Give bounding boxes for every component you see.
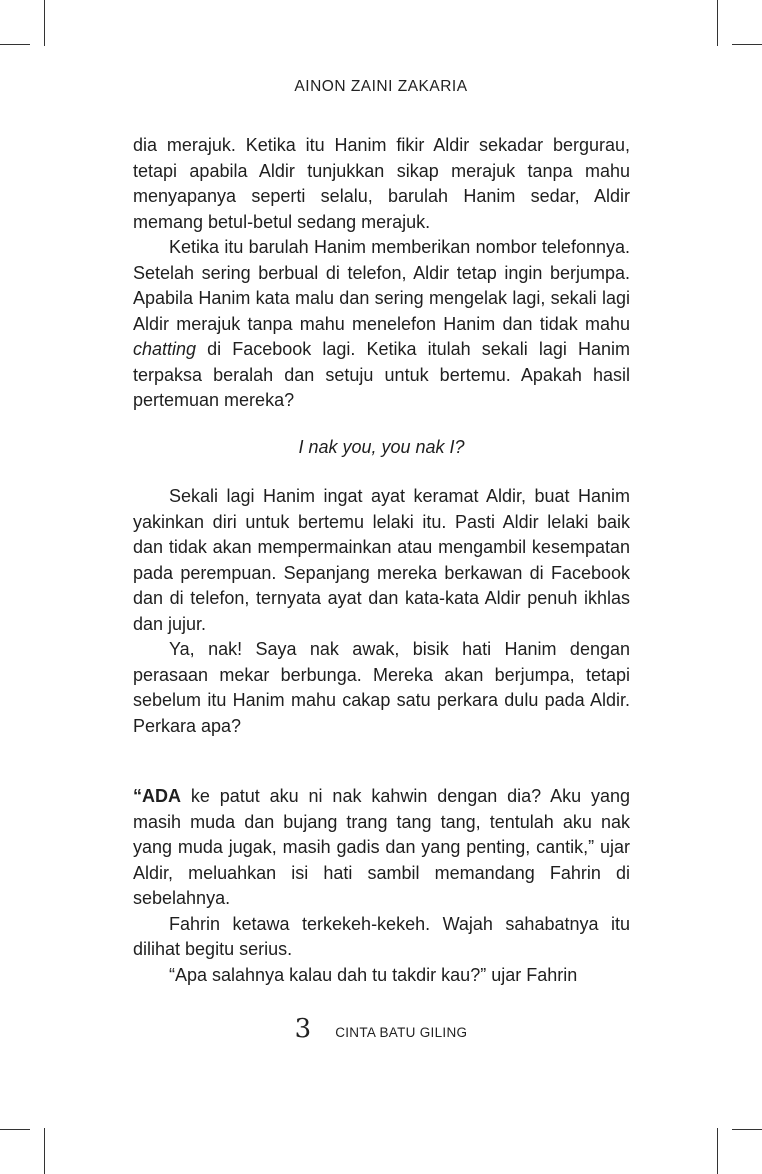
paragraph: [133, 784, 630, 912]
paragraph: “Apa salahnya kalau dah tu takdir kau?” ujar Fahrin: [169, 964, 578, 985]
paragraph: Sekali lagi Hanim ingat ayat keramat Aldir, buat Hanim yakinkan diri untuk bertemu lelaki itu. Pasti Aldir lelaki baik dan tidak akan mempermainkan atau mengambil kesempatan pada perempuan. Sepanjang mereka berkawan di Facebook dan di telefon, ternyata ayat dan kata-kata Aldir penuh ikhlas dan jujur.: [133, 486, 630, 634]
paragraph: Fahrin ketawa terkekeh-kekeh. Wajah sahabatnya itu dilihat begitu serius.: [133, 913, 630, 959]
page-number: 3: [294, 1014, 312, 1044]
crop-mark: [732, 44, 762, 45]
text-run: Ketika itu barulah Hanim memberikan nombor telefonnya. Setelah sering berbual di telefon, Aldir tetap ingin berjumpa. Apabila Hanim kata malu dan sering mengelak lagi, sekali lagi Aldir merajuk tanpa mahu menelefon Hanim dan tidak mahu: [133, 237, 630, 334]
section-1: [133, 133, 630, 414]
paragraph: dia merajuk. Ketika itu Hanim fikir Aldir sekadar bergurau, tetapi apabila Aldir tunjukkan sikap merajuk tanpa mahu menyapanya seperti selalu, barulah Hanim sedar, Aldir memang betul-betul sedang merajuk.: [133, 135, 630, 232]
section-3: [133, 784, 630, 988]
italic-word: chatting: [133, 339, 197, 359]
crop-mark: [0, 44, 30, 45]
crop-mark: [717, 0, 718, 46]
book-title: CINTA BATU GILING: [335, 1025, 468, 1040]
text-run: di Facebook lagi. Ketika itulah sekali lagi Hanim terpaksa beralah dan setuju untuk bertemu. Apakah hasil pertemuan mereka?: [133, 339, 630, 410]
crop-mark: [44, 1128, 45, 1174]
opening-word: “ADA: [133, 786, 181, 806]
paragraph: Ya, nak! Saya nak awak, bisik hati Hanim dengan perasaan mekar berbunga. Mereka akan berjumpa, tetapi sebelum itu Hanim mahu cakap satu perkara dulu pada Aldir. Perkara apa?: [133, 639, 630, 736]
crop-mark: [0, 1129, 30, 1130]
text-run: ke patut aku ni nak kahwin dengan dia? Aku yang masih muda dan bujang trang tang tang, tentulah aku nak yang muda jugak, masih gadis dan yang penting, cantik,” ujar Aldir, meluahkan isi hati sambil memandang Fahrin di sebelahnya.: [133, 786, 630, 908]
section-2: [133, 484, 630, 739]
scene-quote: I nak you, you nak I?: [298, 437, 465, 457]
page-footer: [0, 1014, 762, 1044]
paragraph: [133, 235, 630, 414]
running-header-author: AINON ZAINI ZAKARIA: [294, 78, 468, 95]
crop-mark: [732, 1129, 762, 1130]
crop-mark: [717, 1128, 718, 1174]
crop-mark: [44, 0, 45, 46]
